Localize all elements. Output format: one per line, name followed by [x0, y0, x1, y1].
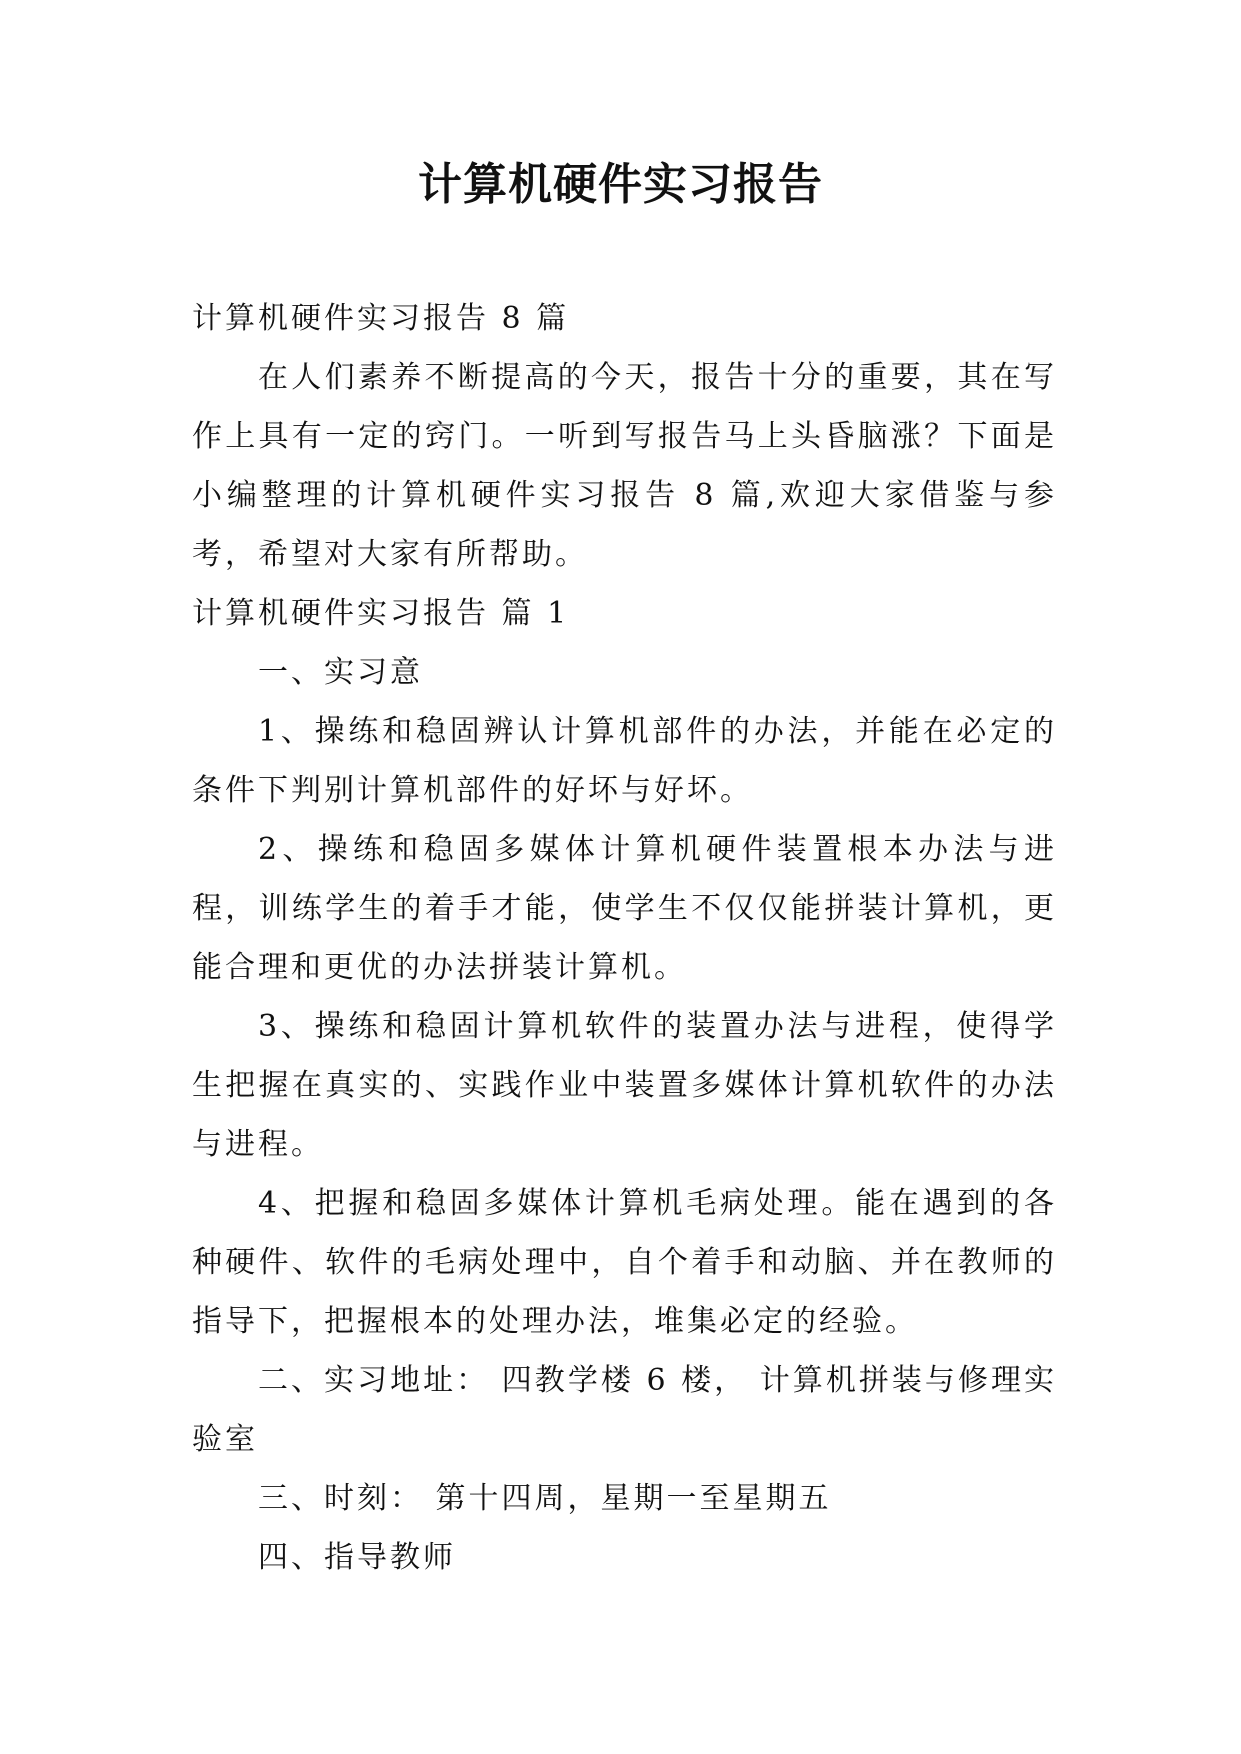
document-body [192, 289, 1057, 1587]
document-title: 计算机硬件实习报告 [418, 159, 823, 210]
intro-paragraph: 在人们素养不断提高的今天，报告十分的重要，其在写作上具有一定的窍门。一听到写报告马上头昏脑涨？下面是小编整理的计算机硬件实习报告 8 篇,欢迎大家借鉴与参考，希望对大家有所帮助。 [192, 360, 1057, 572]
purpose-heading: 一、实习意 [258, 655, 423, 690]
time-line: 三、时刻： 第十四周，星期一至星期五 [258, 1481, 832, 1516]
teacher-heading: 四、指导教师 [258, 1540, 456, 1575]
purpose-item-3: 3、操练和稳固计算机软件的装置办法与进程，使得学生把握在真实的、实践作业中装置多媒体计算机软件的办法与进程。 [192, 1009, 1057, 1162]
purpose-item-1: 1、操练和稳固辨认计算机部件的办法，并能在必定的条件下判别计算机部件的好坏与好坏。 [192, 714, 1057, 808]
document-subtitle: 计算机硬件实习报告 8 篇 [192, 301, 570, 336]
purpose-item-4: 4、把握和稳固多媒体计算机毛病处理。能在遇到的各种硬件、软件的毛病处理中，自个着手和动脑、并在教师的指导下，把握根本的处理办法，堆集必定的经验。 [192, 1186, 1057, 1339]
purpose-item-2: 2、操练和稳固多媒体计算机硬件装置根本办法与进程，训练学生的着手才能，使学生不仅仅能拼装计算机，更能合理和更优的办法拼装计算机。 [192, 832, 1057, 985]
location-line: 二、实习地址： 四教学楼 6 楼， 计算机拼装与修理实验室 [192, 1363, 1057, 1457]
section-heading: 计算机硬件实习报告 篇 1 [192, 596, 570, 631]
